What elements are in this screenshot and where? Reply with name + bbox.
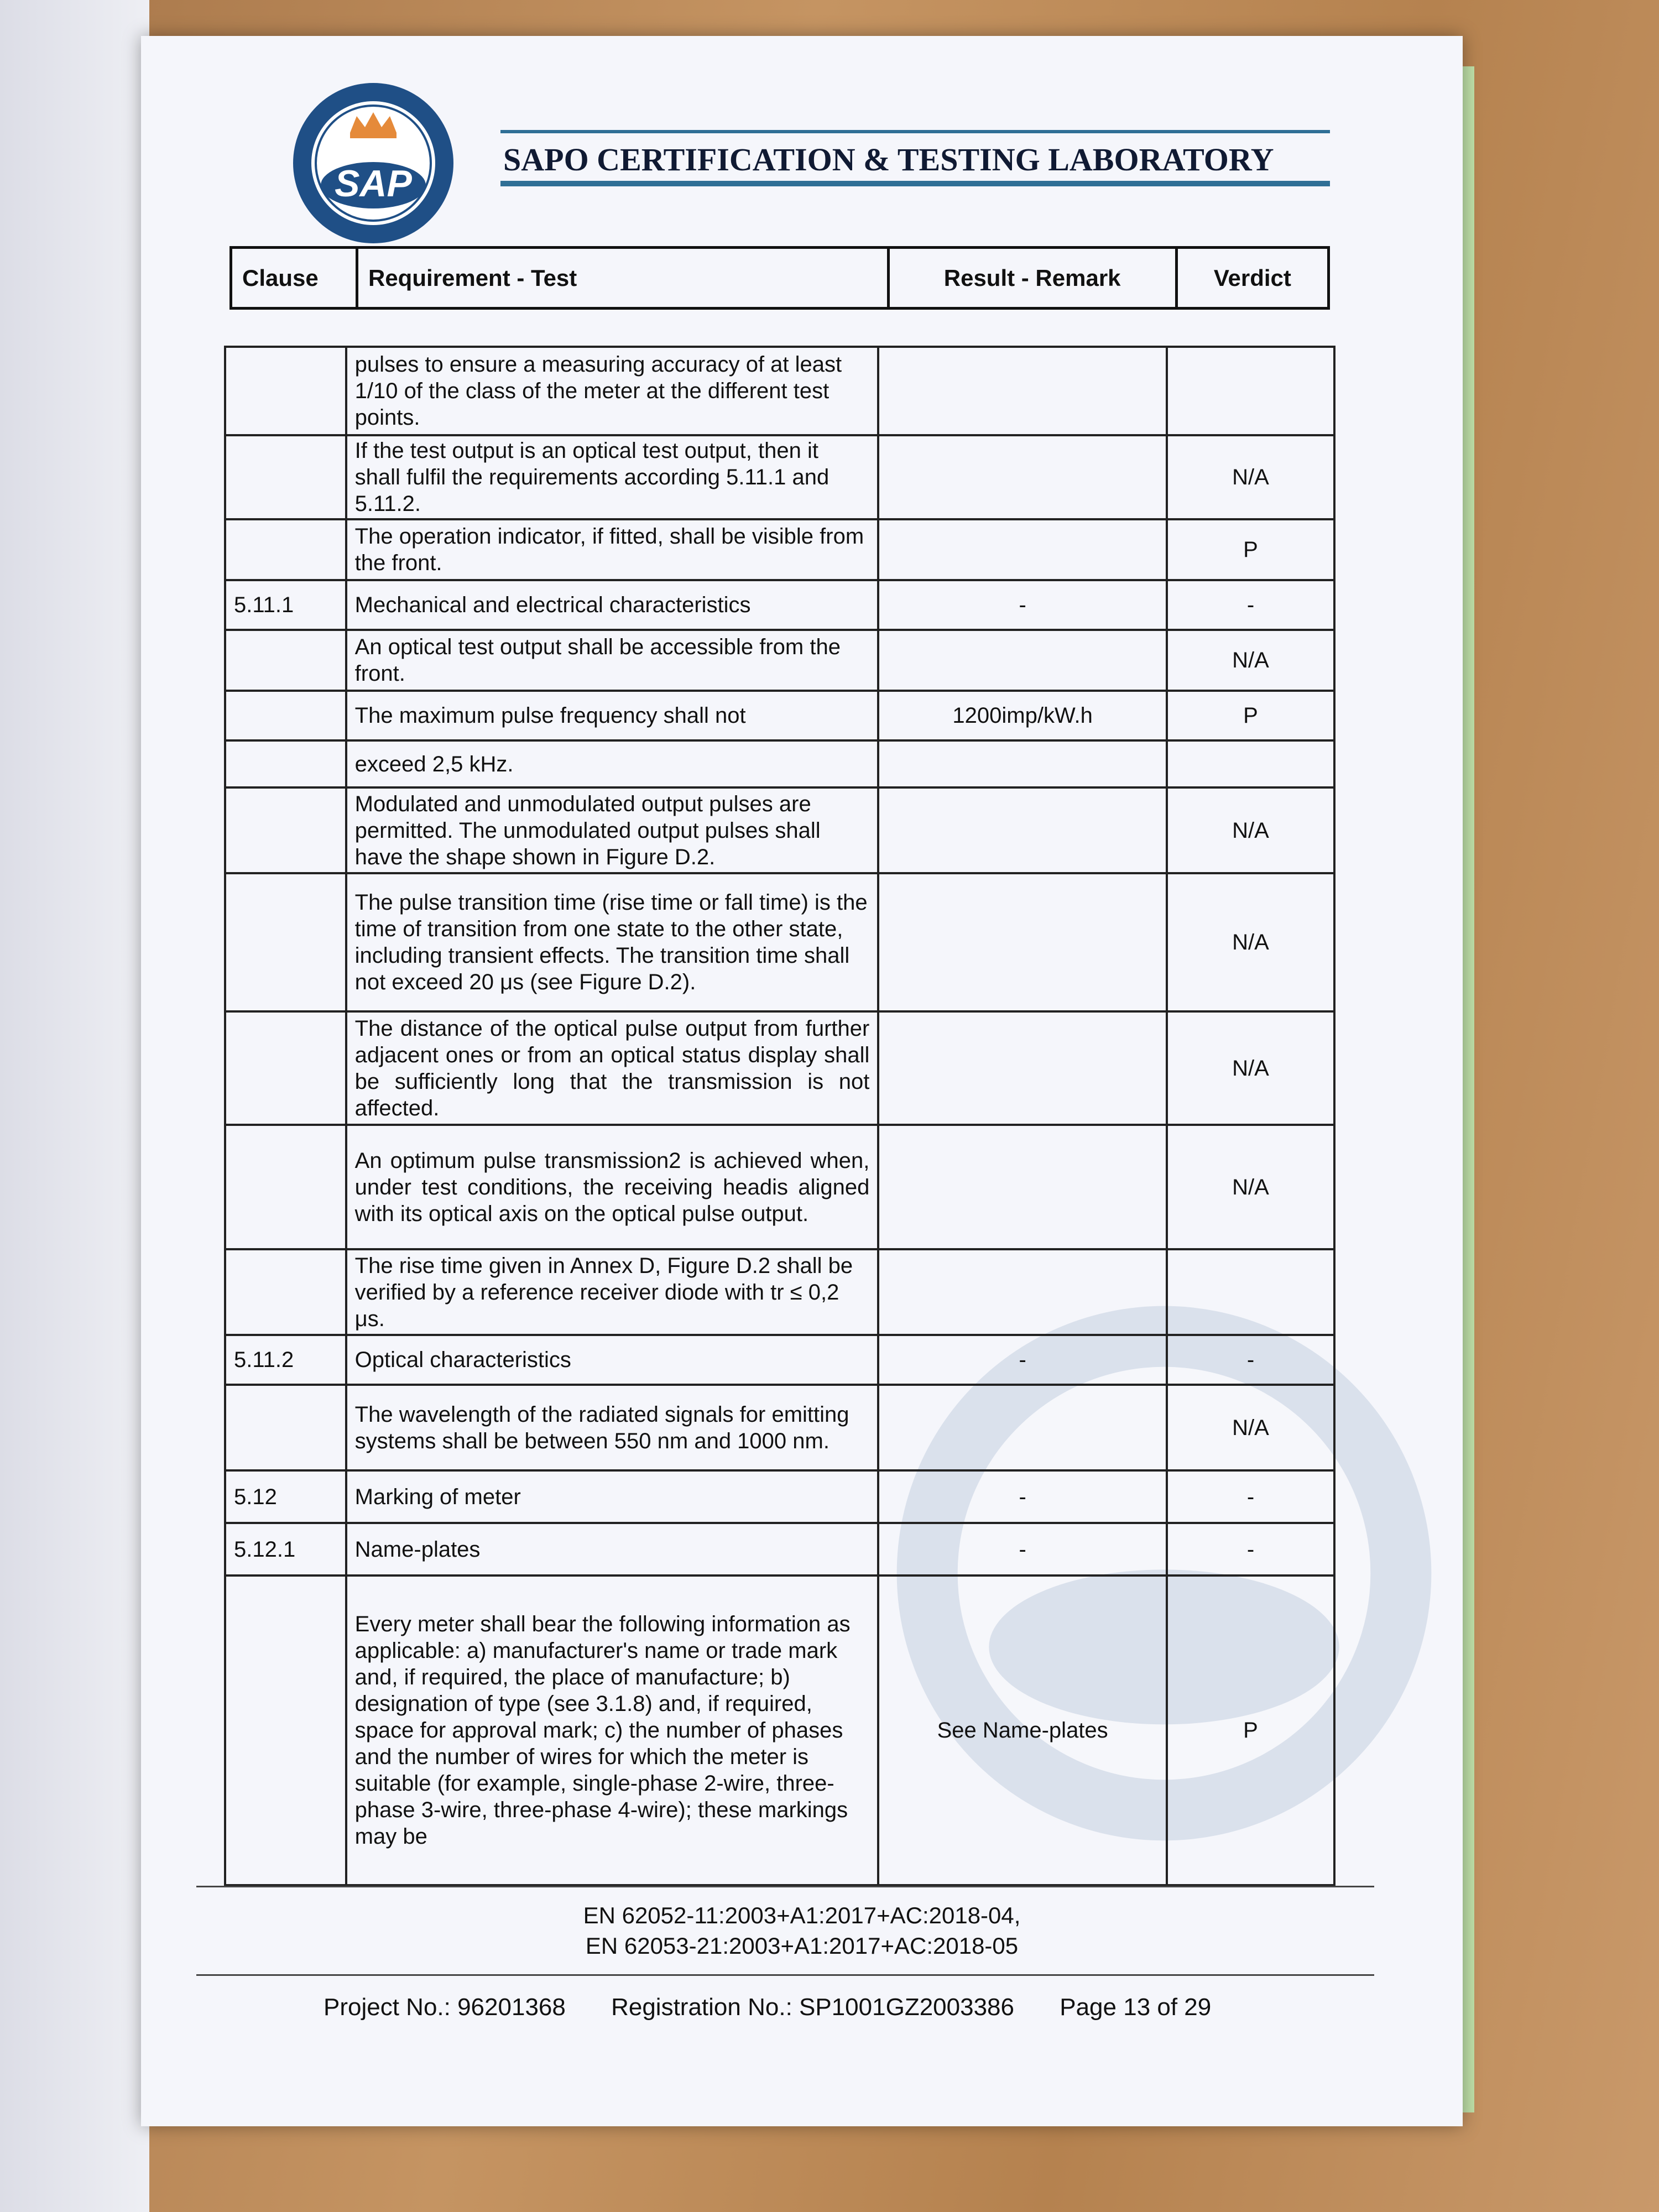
title-rule-top: [500, 130, 1330, 133]
result-cell: [878, 740, 1167, 787]
table-row: [225, 873, 1334, 1011]
clause-cell: [225, 1249, 346, 1335]
header-requirement: Requirement - Test: [357, 248, 888, 309]
table-row: [225, 1575, 1334, 1885]
requirement-cell: pulses to ensure a measuring accuracy of at least 1/10 of the class of the meter at the different test points.: [346, 347, 879, 435]
table-row: [225, 1011, 1334, 1125]
clause-cell: 5.11.2: [225, 1335, 346, 1385]
requirement-cell: The distance of the optical pulse output from further adjacent ones or from an optical status display shall be sufficiently long that the transmission is not affected.: [346, 1011, 879, 1125]
requirement-cell: Optical characteristics: [346, 1335, 879, 1385]
result-cell: [878, 787, 1167, 873]
requirement-cell: An optimum pulse transmission2 is achieved when, under test conditions, the receiving headis aligned with its optical axis on the optical pulse output.: [346, 1125, 879, 1249]
result-cell: See Name-plates: [878, 1575, 1167, 1885]
clause-cell: [225, 435, 346, 519]
table-row: [225, 519, 1334, 580]
clause-cell: [225, 519, 346, 580]
clause-cell: [225, 347, 346, 435]
clause-cell: 5.12: [225, 1470, 346, 1523]
document-page: [141, 36, 1463, 2126]
result-cell: [878, 435, 1167, 519]
registration-number: Registration No.: SP1001GZ2003386: [611, 1994, 1014, 2021]
sap-logo: [290, 80, 456, 246]
clause-cell: [225, 1575, 346, 1885]
requirement-cell: The wavelength of the radiated signals for emitting systems shall be between 550 nm and 1000 nm.: [346, 1385, 879, 1470]
result-cell: [878, 1125, 1167, 1249]
result-cell: 1200imp/kW.h: [878, 691, 1167, 740]
result-cell: [878, 630, 1167, 691]
requirement-cell: exceed 2,5 kHz.: [346, 740, 879, 787]
verdict-cell: [1167, 740, 1334, 787]
verdict-cell: P: [1167, 1575, 1334, 1885]
clause-cell: [225, 630, 346, 691]
verdict-cell: -: [1167, 1523, 1334, 1575]
clause-cell: 5.11.1: [225, 580, 346, 630]
project-number: Project No.: 96201368: [324, 1994, 566, 2021]
clause-cell: [225, 1125, 346, 1249]
table-row: [225, 787, 1334, 873]
result-cell: [878, 873, 1167, 1011]
header-clause: Clause: [231, 248, 357, 309]
clause-cell: [225, 1011, 346, 1125]
verdict-cell: P: [1167, 519, 1334, 580]
verdict-cell: -: [1167, 1335, 1334, 1385]
header-result: Result - Remark: [888, 248, 1176, 309]
table-row: [225, 1125, 1334, 1249]
underlying-page: [0, 0, 149, 2212]
requirement-cell: If the test output is an optical test output, then it shall fulfil the requirements according 5.11.1 and 5.11.2.: [346, 435, 879, 519]
footer-ids: [324, 1994, 1250, 2021]
table-row: [225, 347, 1334, 435]
standard-line-1: EN 62052-11:2003+A1:2017+AC:2018-04,: [583, 1902, 1021, 1928]
table-row: [225, 691, 1334, 740]
result-cell: -: [878, 1335, 1167, 1385]
verdict-cell: N/A: [1167, 1011, 1334, 1125]
result-cell: -: [878, 1470, 1167, 1523]
clause-cell: 5.12.1: [225, 1523, 346, 1575]
clause-cell: [225, 787, 346, 873]
requirement-cell: Every meter shall bear the following information as applicable: a) manufacturer's name or trade mark and, if required, the place of manufacture; b) designation of type (see 3.1.8) and, if required, space for approval mark; c) the number of phases and the number of wires for which the meter is suitable (for example, single-phase 2-wire, three-phase 3-wire, three-phase 4-wire); these markings may be: [346, 1575, 879, 1885]
header-verdict: Verdict: [1176, 248, 1328, 309]
verdict-cell: [1167, 347, 1334, 435]
table-row: [225, 1523, 1334, 1575]
page-number: Page 13 of 29: [1060, 1994, 1212, 2021]
result-cell: [878, 347, 1167, 435]
table-row: [225, 1385, 1334, 1470]
table-row: [225, 1470, 1334, 1523]
table-row: [225, 1249, 1334, 1335]
requirement-cell: An optical test output shall be accessible from the front.: [346, 630, 879, 691]
verdict-cell: -: [1167, 580, 1334, 630]
table-row: [225, 435, 1334, 519]
table-row: [225, 740, 1334, 787]
title-rule-bottom: [500, 181, 1330, 186]
verdict-cell: N/A: [1167, 1385, 1334, 1470]
clause-cell: [225, 740, 346, 787]
logo-text: SAP: [335, 163, 412, 205]
result-cell: -: [878, 580, 1167, 630]
verdict-cell: N/A: [1167, 787, 1334, 873]
result-cell: [878, 1385, 1167, 1470]
table-header: [229, 246, 1330, 310]
requirement-cell: The operation indicator, if fitted, shall be visible from the front.: [346, 519, 879, 580]
requirement-cell: Name-plates: [346, 1523, 879, 1575]
verdict-cell: -: [1167, 1470, 1334, 1523]
verdict-cell: N/A: [1167, 873, 1334, 1011]
table-row: [225, 630, 1334, 691]
table-row: [225, 1335, 1334, 1385]
footer-rule-bottom: [196, 1974, 1374, 1976]
standard-line-2: EN 62053-21:2003+A1:2017+AC:2018-05: [585, 1933, 1019, 1959]
verdict-cell: N/A: [1167, 1125, 1334, 1249]
requirement-cell: Marking of meter: [346, 1470, 879, 1523]
verdict-cell: P: [1167, 691, 1334, 740]
result-cell: [878, 519, 1167, 580]
lab-name: SAPO CERTIFICATION & TESTING LABORATORY: [503, 142, 1274, 178]
footer-rule-top: [196, 1886, 1374, 1887]
clause-cell: [225, 1385, 346, 1470]
result-cell: [878, 1249, 1167, 1335]
requirement-cell: Modulated and unmodulated output pulses are permitted. The unmodulated output pulses shall have the shape shown in Figure D.2.: [346, 787, 879, 873]
verdict-cell: N/A: [1167, 630, 1334, 691]
verdict-cell: N/A: [1167, 435, 1334, 519]
verdict-cell: [1167, 1249, 1334, 1335]
result-cell: -: [878, 1523, 1167, 1575]
clause-cell: [225, 691, 346, 740]
clause-cell: [225, 873, 346, 1011]
requirement-cell: The rise time given in Annex D, Figure D.2 shall be verified by a reference receiver diode with tr ≤ 0,2 μs.: [346, 1249, 879, 1335]
requirement-cell: The maximum pulse frequency shall not: [346, 691, 879, 740]
requirement-cell: Mechanical and electrical characteristics: [346, 580, 879, 630]
requirement-cell: The pulse transition time (rise time or fall time) is the time of transition from one state to the other state, including transient effects. The transition time shall not exceed 20 μs (see Figure D.2).: [346, 873, 879, 1011]
table-row: [225, 580, 1334, 630]
requirements-table: [224, 346, 1335, 1886]
result-cell: [878, 1011, 1167, 1125]
